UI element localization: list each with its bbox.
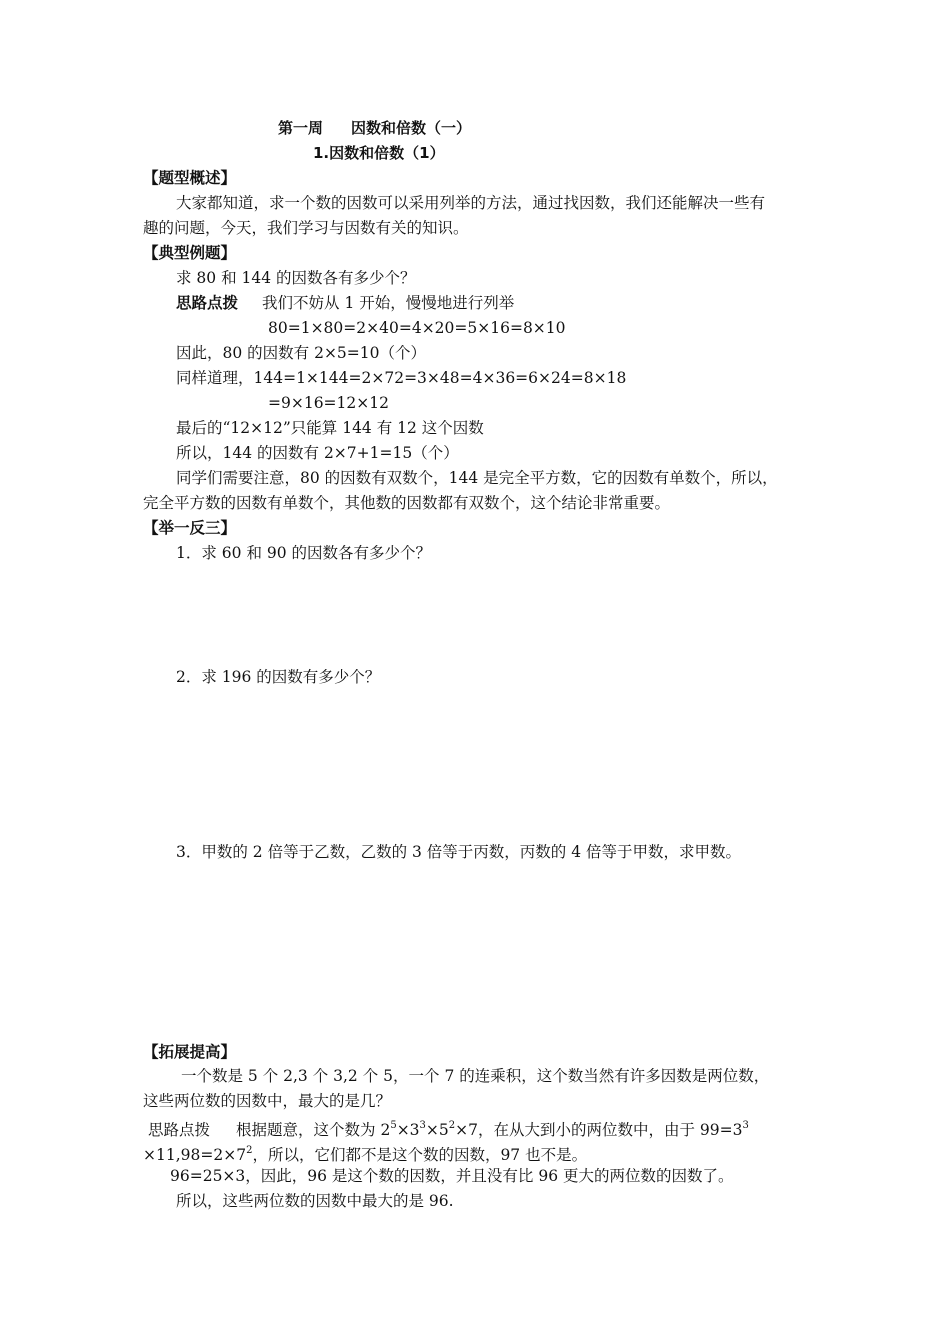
example-question: 求 80 和 144 的因数各有多少个？ xyxy=(176,269,416,287)
page-subtitle: 1.因数和倍数（1） xyxy=(313,144,445,162)
exponent: 5 xyxy=(390,1120,397,1131)
hint-text-a: 根据题意，这个数为 2 xyxy=(236,1121,391,1139)
overview-line-1: 大家都知道，求一个数的因数可以采用列举的方法，通过找因数，我们还能解决一些有 xyxy=(176,194,766,212)
example-equation-80: 80=1×80=2×40=4×20=5×16=8×10 xyxy=(268,319,566,337)
example-equation-144: 同样道理，144=1×144=2×72=3×48=4×36=6×24=8×18 xyxy=(176,369,627,387)
hint-text-d: ×7，在从大到小的两位数中，由于 99=3 xyxy=(455,1121,743,1139)
example-result-144: 所以，144 的因数有 2×7+1=15（个） xyxy=(176,444,459,462)
hint-text-b: ×3 xyxy=(396,1121,420,1139)
example-hint xyxy=(176,293,514,313)
overview-line-2: 趣的问题，今天，我们学习与因数有关的知识。 xyxy=(143,219,469,237)
example-note-2: 完全平方数的因数有单数个，其他数的因数都有双数个，这个结论非常重要。 xyxy=(143,494,671,512)
overview-heading: 【题型概述】 xyxy=(143,169,237,187)
extension-heading: 【拓展提高】 xyxy=(143,1043,237,1061)
example-square-note: 最后的“12×12”只能算 144 有 12 这个因数 xyxy=(176,419,484,437)
hint-text-b: ，所以，它们都不是这个数的因数，97 也不是。 xyxy=(252,1146,588,1164)
exponent: 2 xyxy=(246,1145,253,1156)
extension-conclusion: 所以，这些两位数的因数中最大的是 96. xyxy=(176,1192,454,1210)
extension-hint-1 xyxy=(148,1116,749,1140)
extension-hint-label: 思路点拨 xyxy=(148,1121,211,1139)
topic-label: 因数和倍数（一） xyxy=(351,119,472,137)
practice-heading: 【举一反三】 xyxy=(143,519,237,537)
example-result-80: 因此，80 的因数有 2×5=10（个） xyxy=(176,344,426,362)
extension-problem-2: 这些两位数的因数中，最大的是几？ xyxy=(143,1092,392,1110)
hint-text-a: ×11,98=2×7 xyxy=(143,1146,247,1164)
practice-question-2: 2．求 196 的因数有多少个？ xyxy=(176,668,381,686)
hint-label: 思路点拨 xyxy=(176,294,239,312)
page-title xyxy=(278,118,471,138)
exponent: 2 xyxy=(448,1120,456,1131)
practice-question-1: 1．求 60 和 90 的因数各有多少个？ xyxy=(176,544,432,562)
practice-question-3: 3．甲数的 2 倍等于乙数，乙数的 3 倍等于丙数，丙数的 4 倍等于甲数，求甲数。 xyxy=(176,843,742,861)
example-note-1: 同学们需要注意，80 的因数有双数个，144 是完全平方数，它的因数有单数个，所以， xyxy=(176,469,778,487)
example-equation-144-cont: =9×16=12×12 xyxy=(268,394,389,412)
exponent: 3 xyxy=(419,1120,426,1131)
extension-problem-1: 一个数是 5 个 2,3 个 3,2 个 5，一个 7 的连乘积，这个数当然有许多因数是两位数， xyxy=(181,1067,770,1085)
example-heading: 【典型例题】 xyxy=(143,244,237,262)
hint-text: 我们不妨从 1 开始，慢慢地进行列举 xyxy=(262,294,515,312)
hint-text-c: ×5 xyxy=(425,1121,449,1139)
extension-hint-3: 96=25×3，因此，96 是这个数的因数，并且没有比 96 更大的两位数的因数了。 xyxy=(170,1167,734,1185)
exponent: 3 xyxy=(742,1120,749,1131)
week-label: 第一周 xyxy=(278,119,324,137)
extension-hint-2 xyxy=(143,1141,587,1165)
